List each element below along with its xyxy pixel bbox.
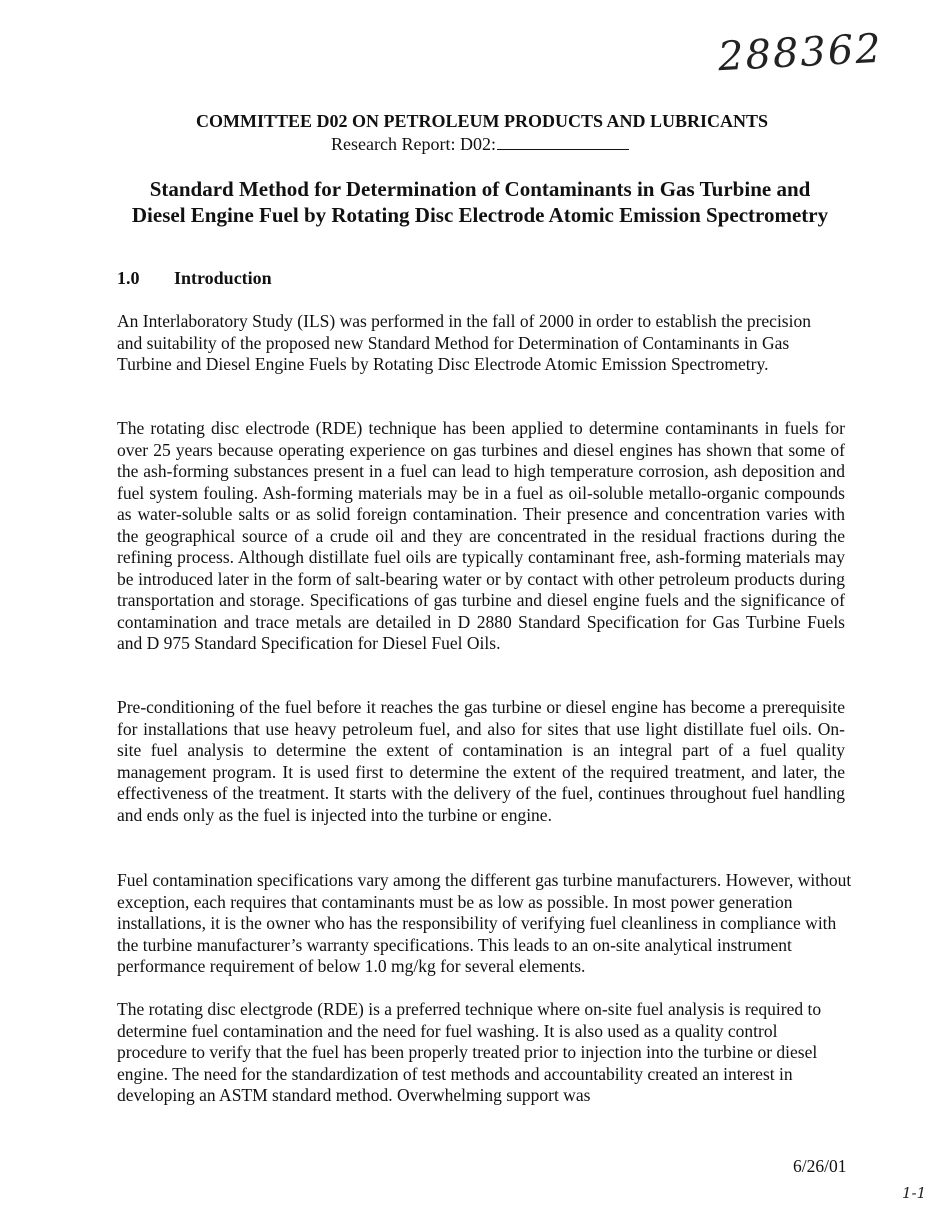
research-report-blank [497, 133, 629, 150]
title-line-2: Diesel Engine Fuel by Rotating Disc Electrode Atomic Emission Spectrometry [131, 203, 829, 227]
paragraph-ils: An Interlaboratory Study (ILS) was performed in the fall of 2000 in order to establish the precision and suitability of the proposed new Standard Method for Determination of Contaminants in Gas Turbine and Diesel Engine Fuels by Rotating Disc Electrode Atomic Emission Spectrometry. [117, 311, 811, 374]
title-line-1: Standard Method for Determination of Contaminants in Gas Turbine and [149, 177, 811, 201]
handwritten-page-mark: 1-1 [902, 1184, 927, 1202]
committee-heading: COMMITTEE D02 ON PETROLEUM PRODUCTS AND LUBRICANTS [195, 111, 769, 131]
handwritten-document-number: 288362 [716, 25, 884, 81]
section-number: 1.0 [117, 268, 140, 288]
section-title: Introduction [174, 268, 272, 288]
section-heading [117, 268, 272, 289]
paragraph-rde-technique: The rotating disc electrode (RDE) technique has been applied to determine contaminants in fuels for over 25 years because operating experience on gas turbines and diesel engines has shown that some of the ash-forming substances present in a fuel can lead to high temperature corrosion, ash deposition and fuel system fouling. Ash-forming materials may be in a fuel as oil-soluble metallo-organic compounds as water-soluble salts or as solid foreign contamination. Their presence and concentration varies with the geographical source of a crude oil and they are concentrated in the residual fractions during the refining process. Although distillate fuel oils are typically contaminant free, ash-forming materials may be introduced later in the form of salt-bearing water or by contact with other petroleum products during transportation and storage. Specifications of gas turbine and diesel engine fuels and the significance of contamination and trace metals are detailed in D 2880 Standard Specification for Gas Turbine Fuels and D 975 Standard Specification for Diesel Fuel Oils. [117, 418, 845, 653]
research-report-line [331, 133, 629, 155]
paragraph-rde-preferred: The rotating disc electgrode (RDE) is a preferred technique where on-site fuel analysis is required to determine fuel contamination and the need for fuel washing. It is also used as a quality control procedure to verify that the fuel has been properly treated prior to injection into the turbine or diesel engine. The need for the standardization of test methods and accountability created an interest in developing an ASTM standard method. Overwhelming support was [117, 999, 822, 1105]
paragraph-contamination-specs: Fuel contamination specifications vary among the different gas turbine manufacturers. However, without exception, each requires that contaminants must be as low as possible. In most power generation installations, it is the owner who has the responsibility of verifying fuel cleanliness in compliance with the turbine manufacturer’s warranty specifications. This leads to an on-site analytical instrument performance requirement of below 1.0 mg/kg for several elements. [117, 870, 852, 976]
document-title [100, 176, 860, 228]
paragraph-preconditioning: Pre-conditioning of the fuel before it reaches the gas turbine or diesel engine has become a prerequisite for installations that use heavy petroleum fuel, and also for sites that use light distillate fuel oils. On-site fuel analysis to determine the extent of contamination is an integral part of a fuel quality management program. It is used first to determine the extent of the required treatment, and later, the effectiveness of the treatment. It starts with the delivery of the fuel, continues throughout fuel handling and ends only as the fuel is injected into the turbine or engine. [117, 697, 845, 825]
research-report-label: Research Report: D02: [331, 134, 496, 154]
footer-date: 6/26/01 [793, 1156, 847, 1176]
